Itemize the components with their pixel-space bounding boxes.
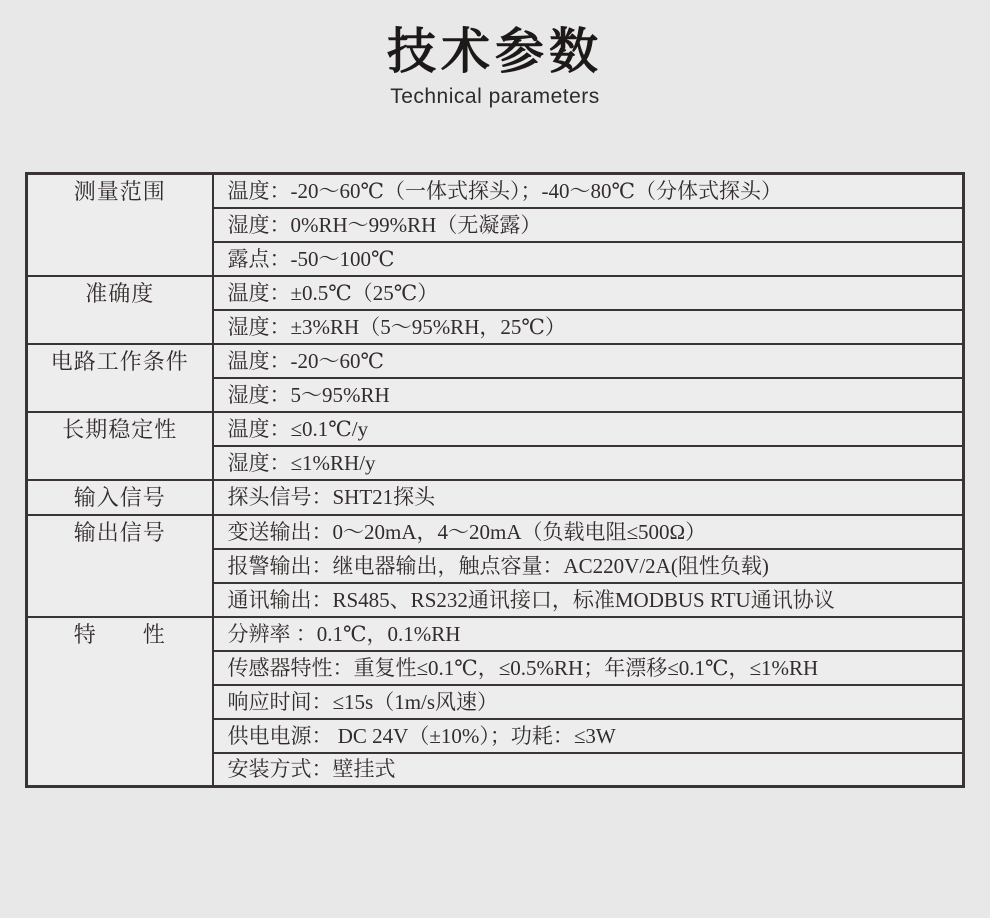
table-row [27,174,964,208]
table-row [27,515,964,549]
spec-value: 探头信号：SHT21探头 [213,480,964,515]
group-label-long-term-stability: 长期稳定性 [27,412,213,480]
spec-value: 湿度：≤1%RH/y [213,446,964,480]
spec-value: 传感器特性：重复性≤0.1℃，≤0.5%RH；年漂移≤0.1℃，≤1%RH [213,651,964,685]
group-label-accuracy: 准确度 [27,276,213,344]
spec-value: 湿度：0%RH～99%RH（无凝露） [213,208,964,242]
table-row [27,344,964,378]
spec-value: 变送输出：0～20mA，4～20mA（负载电阻≤500Ω） [213,515,964,549]
group-label-measurement-range: 测量范围 [27,174,213,276]
table-row [27,276,964,310]
group-label-circuit-conditions: 电路工作条件 [27,344,213,412]
table-row [27,480,964,515]
table-row [27,412,964,446]
spec-value: 通讯输出：RS485、RS232通讯接口，标准MODBUS RTU通讯协议 [213,583,964,617]
spec-value: 安装方式：壁挂式 [213,753,964,787]
spec-table [25,172,965,788]
page-subtitle: Technical parameters [390,85,600,108]
spec-value: 温度：±0.5℃（25℃） [213,276,964,310]
spec-value: 分辨率 ：0.1℃，0.1%RH [213,617,964,651]
group-label-characteristics: 特 性 [27,617,213,787]
spec-value: 露点：-50～100℃ [213,242,964,276]
group-label-output-signal: 输出信号 [27,515,213,617]
spec-value: 湿度：±3%RH（5～95%RH，25℃） [213,310,964,344]
spec-value: 温度：≤0.1℃/y [213,412,964,446]
spec-value: 温度：-20～60℃（一体式探头）；-40～80℃（分体式探头） [213,174,964,208]
spec-value: 温度：-20～60℃ [213,344,964,378]
header [0,0,990,110]
spec-value: 响应时间：≤15s（1m/s风速） [213,685,964,719]
group-label-input-signal: 输入信号 [27,480,213,515]
table-row [27,617,964,651]
spec-value: 湿度：5～95%RH [213,378,964,412]
spec-value: 供电电源： DC 24V（±10%）；功耗：≤3W [213,719,964,753]
page-title: 技术参数 [386,25,603,79]
spec-value: 报警输出：继电器输出，触点容量：AC220V/2A(阻性负载) [213,549,964,583]
